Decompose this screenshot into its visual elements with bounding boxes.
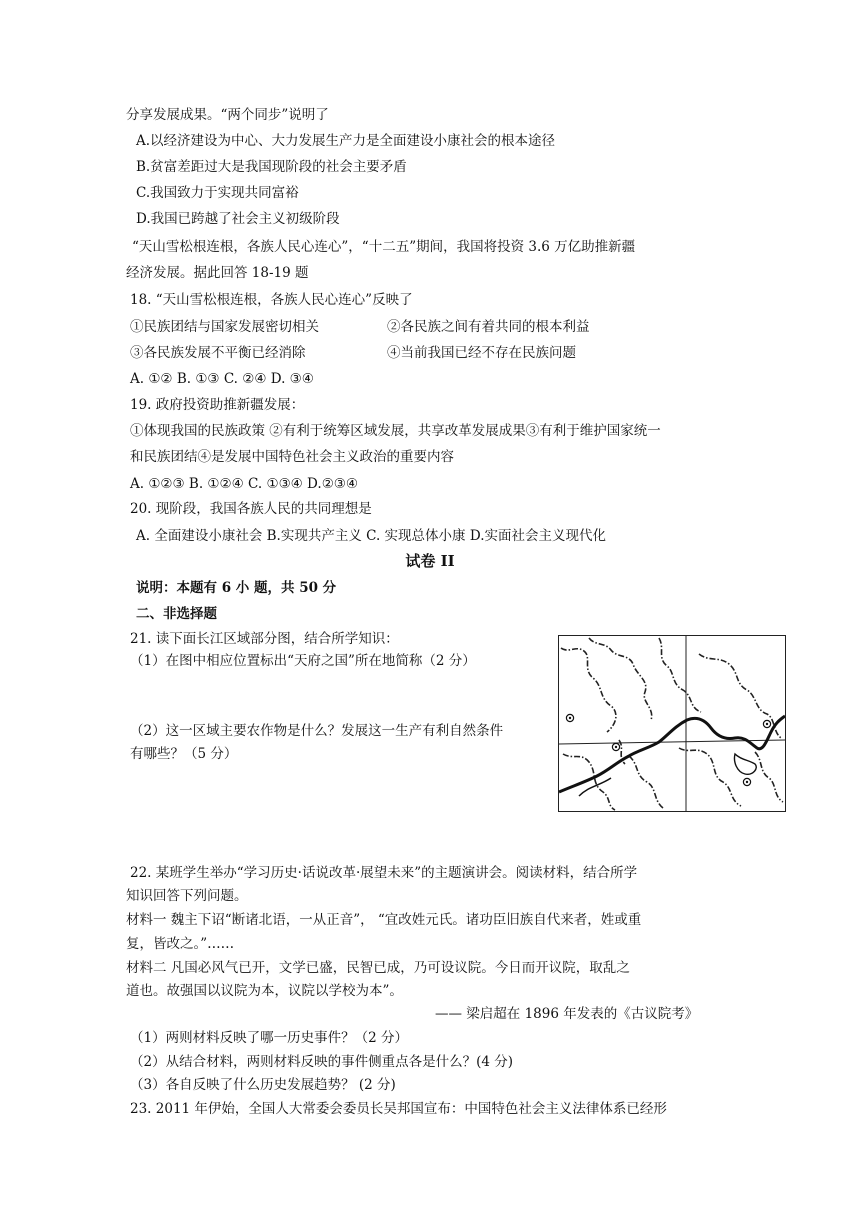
material-two-line2: 道也。故强国以议院为本，议院以学校为本”。 [126, 983, 403, 999]
q20-stem: 20. 现阶段，我国各族人民的共同理想是 [130, 501, 372, 517]
q17-stem-tail: 分享发展成果。“两个同步”说明了 [126, 107, 329, 123]
q22-part1: （1）两则材料反映了哪一历史事件？（2 分） [130, 1030, 408, 1046]
q17-option-a: A.以经济建设为中心、大力发展生产力是全面建设小康社会的根本途径 [136, 133, 556, 149]
q21-part2-line1: （2）这一区域主要农作物是什么？发展这一生产有利自然条件 [130, 723, 504, 739]
q19-items-line1: ①体现我国的民族政策 ②有利于统筹区域发展，共享改革发展成果③有利于维护国家统一 [130, 423, 661, 439]
lake [734, 754, 756, 774]
q22-stem-line2: 知识回答下列问题。 [126, 888, 248, 904]
q21-stem: 21. 读下面长江区域部分图，结合所学知识： [130, 631, 399, 647]
q17-option-b: B.贫富差距过大是我国现阶段的社会主要矛盾 [136, 159, 407, 175]
map-drawing [559, 636, 785, 811]
q18-item-1: ①民族团结与国家发展密切相关 [130, 319, 319, 335]
boundary-line [629, 756, 663, 808]
material-intro-line1: “天山雪松根连根，各族人民心连心”，“十二五”期间，我国将投资 3.6 万亿助推新疆 [132, 239, 636, 255]
q22-stem-line1: 22. 某班学生举办“学习历史·话说改革·展望未来”的主题演讲会。阅读材料，结合所学 [130, 865, 638, 881]
paper-ii-title: 试卷 II [405, 552, 455, 570]
q17-option-c: C.我国致力于实现共同富裕 [136, 185, 299, 201]
section-heading: 二、非选择题 [136, 606, 217, 622]
q19-items-line2: 和民族团结④是发展中国特色社会主义政治的重要内容 [130, 449, 454, 465]
q19-options: A. ①②③ B. ①②④ C. ①③④ D.②③④ [130, 476, 359, 492]
yangtze-river [559, 716, 785, 792]
yangtze-region-map [558, 635, 786, 812]
q21-part1: （1）在图中相应位置标出“天府之国”所在地简称（2 分） [130, 653, 476, 669]
q21-part2-line2: 有哪些？（5 分） [130, 746, 238, 762]
boundary-line [589, 638, 652, 720]
q18-options: A. ①② B. ①③ C. ②④ D. ③④ [130, 371, 314, 387]
q22-part3: （3）各自反映了什么历史发展趋势？ (2 分) [130, 1077, 396, 1093]
q20-options: A. 全面建设小康社会 B.实现共产主义 C. 实现总体小康 D.实面社会主义现代化 [136, 528, 606, 544]
boundary-line [563, 754, 615, 810]
material-one-line2: 复，皆改之。”…… [126, 936, 235, 952]
q19-stem: 19. 政府投资助推新疆发展： [130, 397, 305, 413]
material-intro-line2: 经济发展。据此回答 18-19 题 [126, 265, 309, 281]
boundary-line [679, 748, 741, 806]
q22-part2: （2）从结合材料，两则材料反映的事件侧重点各是什么？(4 分) [130, 1054, 514, 1070]
q18-stem: 18. “天山雪松根连根，各族人民心连心”反映了 [130, 292, 413, 308]
material-two-source: —— 梁启超在 1896 年发表的《古议院考》 [435, 1006, 699, 1022]
paper-ii-note: 说明：本题有 6 小 题，共 50 分 [136, 580, 337, 596]
q17-option-d: D.我国已跨越了社会主义初级阶段 [136, 211, 340, 227]
material-two-line1: 材料二 凡国必风气已开，文学已盛，民智已成，乃可设议院。今日而开议院，取乱之 [126, 960, 630, 976]
boundary-line [755, 752, 783, 802]
material-one-line1: 材料一 魏主下诏“断诸北语，一从正音”， “宜改姓元氏。诸功臣旧族自代来者，姓或重 [126, 912, 642, 928]
q18-item-4: ④当前我国已经不存在民族问题 [387, 345, 576, 361]
boundary-line [659, 638, 701, 712]
q23-stem: 23. 2011 年伊始，全国人大常委会委员长吴邦国宣布：中国特色社会主义法律体系已经形 [130, 1101, 667, 1117]
q18-item-2: ②各民族之间有着共同的根本利益 [387, 319, 590, 335]
q18-item-3: ③各民族发展不平衡已经消除 [130, 345, 306, 361]
